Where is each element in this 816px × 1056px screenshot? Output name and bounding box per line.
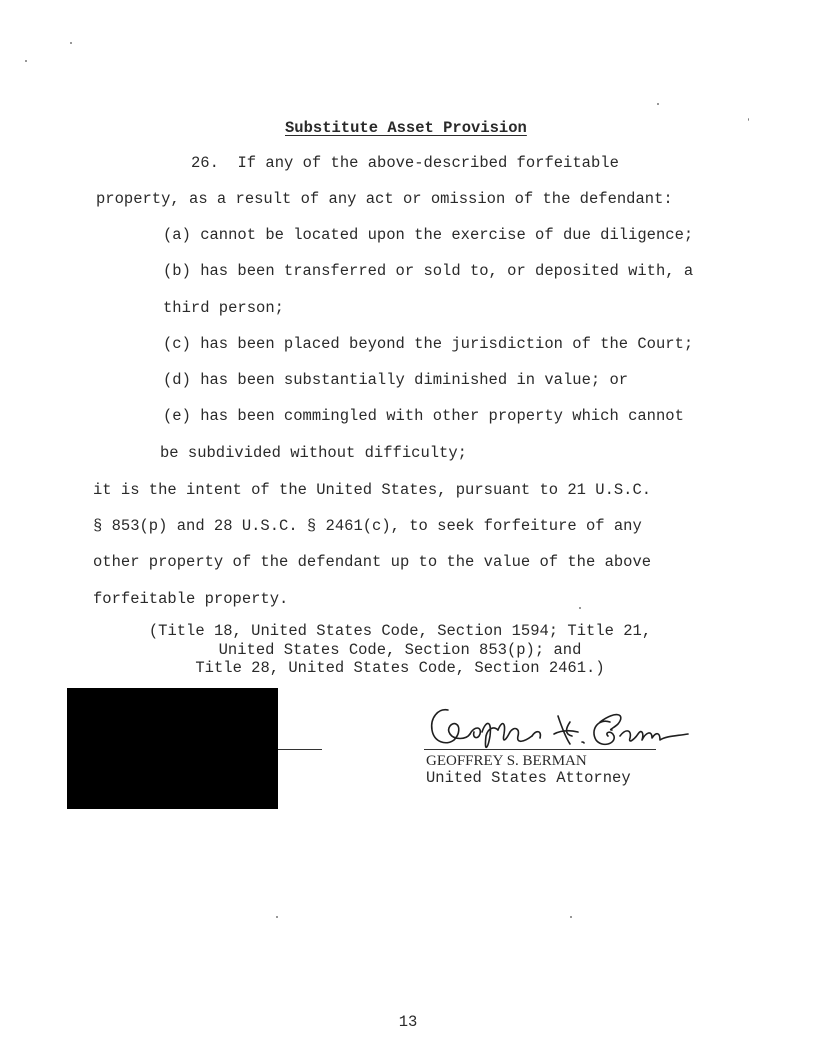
list-item-e-continued: be subdivided without difficulty;	[160, 444, 467, 462]
redacted-block	[67, 688, 278, 809]
page-number: 13	[398, 1013, 418, 1031]
list-item-d: (d) has been substantially diminished in value; or	[163, 371, 629, 389]
scan-speck	[276, 916, 278, 918]
signer-title: United States Attorney	[426, 769, 631, 787]
list-item-b-continued: third person;	[163, 299, 284, 317]
list-item-b: (b) has been transferred or sold to, or deposited with, a	[163, 262, 694, 280]
paragraph-line: property, as a result of any act or omission of the defendant:	[96, 190, 673, 208]
citation-line: (Title 18, United States Code, Section 1594; Title 21,	[148, 622, 652, 640]
scan-speck	[70, 42, 72, 44]
signer-name: GEOFFREY S. BERMAN	[426, 753, 587, 769]
list-item-e: (e) has been commingled with other property which cannot	[163, 407, 684, 425]
scan-speck	[748, 118, 749, 121]
paragraph-line: 26. If any of the above-described forfeitable	[191, 154, 619, 172]
list-item-c: (c) has been placed beyond the jurisdiction of the Court;	[163, 335, 694, 353]
citation-line: United States Code, Section 853(p); and	[218, 640, 582, 659]
paragraph-line: forfeitable property.	[93, 590, 289, 608]
signature-line	[424, 749, 656, 750]
statutory-citation	[120, 622, 680, 678]
scan-speck	[657, 103, 659, 105]
list-item-a: (a) cannot be located upon the exercise of due diligence;	[163, 226, 694, 244]
scan-speck	[25, 60, 27, 62]
citation-line: Title 28, United States Code, Section 2461.)	[195, 659, 605, 677]
scan-speck	[570, 916, 572, 918]
paragraph-line: § 853(p) and 28 U.S.C. § 2461(c), to seek forfeiture of any	[93, 517, 642, 535]
blank-signature-line	[278, 749, 322, 750]
scan-speck	[579, 607, 581, 609]
section-heading: Substitute Asset Provision	[285, 119, 527, 137]
paragraph-line: other property of the defendant up to the value of the above	[93, 553, 652, 571]
paragraph-line: it is the intent of the United States, pursuant to 21 U.S.C.	[93, 481, 652, 499]
